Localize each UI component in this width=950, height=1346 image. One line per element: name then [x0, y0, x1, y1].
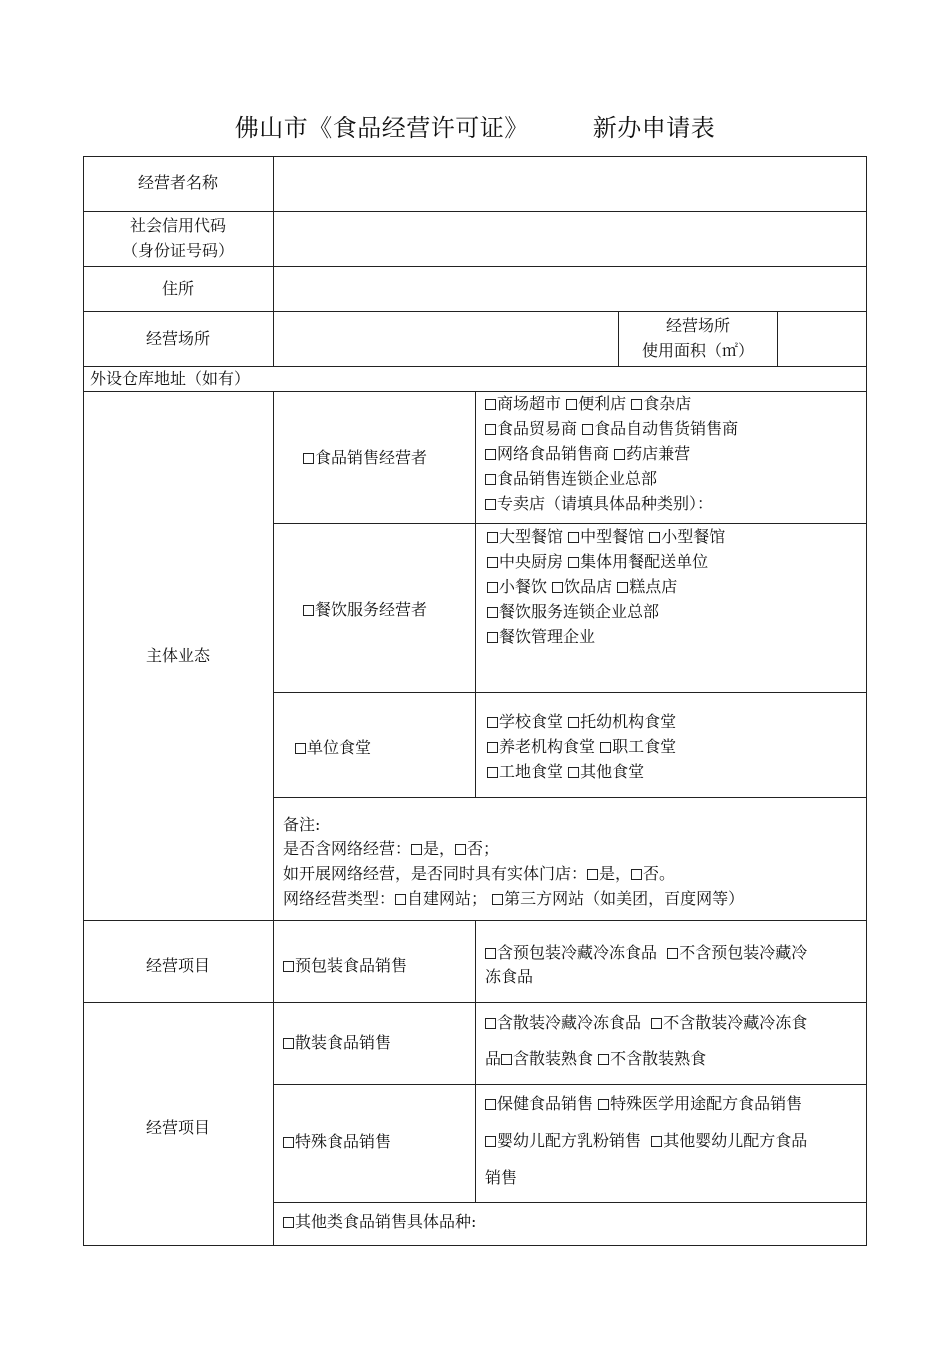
catering-option-line: [487, 524, 725, 549]
checkbox-third-party[interactable]: [492, 894, 503, 905]
bulk-suboptions-line1: 含散装冷藏冷冻食品 不含散装冷藏冷冻食: [485, 1010, 807, 1035]
checkbox[interactable]: [651, 1018, 662, 1029]
option-label: 小餐饮: [499, 577, 548, 596]
option-label: 商场超市: [497, 394, 562, 413]
checkbox[interactable]: [487, 582, 498, 593]
checkbox[interactable]: [487, 767, 498, 778]
checkbox[interactable]: [617, 582, 628, 593]
option-label: 便利店: [578, 394, 627, 413]
checkbox[interactable]: [303, 605, 314, 616]
remarks-title: 备注:: [283, 815, 321, 834]
option-label: 饮品店: [564, 577, 613, 596]
checkbox[interactable]: [283, 961, 294, 972]
option-label: 餐饮服务连锁企业总部: [499, 602, 660, 621]
option-label: 中型餐馆: [580, 527, 645, 546]
option-label: 小型餐馆: [661, 527, 726, 546]
sales-option-line: [485, 491, 738, 516]
warehouse-label: 外设仓库地址（如有）: [90, 369, 251, 388]
business-form-label: 主体业态: [145, 646, 210, 665]
catering-option-line: [487, 599, 725, 624]
premises-label: 经营场所: [145, 329, 210, 348]
prepackaged-sales-option[interactable]: 预包装食品销售: [283, 953, 407, 978]
checkbox[interactable]: [552, 582, 563, 593]
sales-option-line: [485, 441, 738, 466]
checkbox[interactable]: [487, 717, 498, 728]
page-title: [0, 108, 950, 143]
sales-operator-option[interactable]: 食品销售经营者: [303, 445, 427, 470]
checkbox[interactable]: [487, 632, 498, 643]
checkbox[interactable]: [485, 424, 496, 435]
checkbox[interactable]: [283, 1217, 294, 1228]
catering-option-line: [487, 574, 725, 599]
checkbox[interactable]: [283, 1137, 294, 1148]
checkbox[interactable]: [485, 449, 496, 460]
id-number-label: （身份证号码）: [121, 241, 234, 260]
option-label: 集体用餐配送单位: [580, 552, 709, 571]
catering-option-line: [487, 549, 725, 574]
special-suboptions-line2: 婴幼儿配方乳粉销售 其他婴幼儿配方食品: [485, 1128, 807, 1153]
option-label: 药店兼营: [626, 444, 691, 463]
operator-name-field[interactable]: [274, 157, 866, 211]
canteen-option[interactable]: 单位食堂: [295, 735, 371, 760]
checkbox-yes[interactable]: [587, 869, 598, 880]
checkbox[interactable]: [501, 1054, 512, 1065]
option-label: 托幼机构食堂: [580, 712, 677, 731]
checkbox[interactable]: [487, 607, 498, 618]
sales-suboptions: [485, 391, 738, 516]
checkbox[interactable]: [568, 557, 579, 568]
checkbox[interactable]: [598, 1054, 609, 1065]
checkbox[interactable]: [598, 1099, 609, 1110]
checkbox[interactable]: [600, 742, 611, 753]
special-food-sales-option[interactable]: 特殊食品销售: [283, 1129, 391, 1154]
checkbox[interactable]: [568, 532, 579, 543]
checkbox[interactable]: [566, 399, 577, 410]
catering-suboptions: [487, 524, 725, 649]
sales-option-line: [485, 466, 738, 491]
checkbox-yes[interactable]: [411, 844, 422, 855]
checkbox[interactable]: [649, 532, 660, 543]
option-label: 中央厨房: [499, 552, 564, 571]
warehouse-field[interactable]: [274, 367, 866, 391]
title-sub: 新办申请表: [592, 114, 716, 142]
checkbox[interactable]: [487, 742, 498, 753]
checkbox[interactable]: [295, 743, 306, 754]
canteen-suboptions: [487, 709, 676, 784]
bulk-suboptions-line2: 品 含散装熟食 不含散装熟食: [485, 1049, 707, 1068]
checkbox[interactable]: [303, 453, 314, 464]
canteen-option-line: [487, 709, 676, 734]
special-suboptions-line1: 保健食品销售 特殊医学用途配方食品销售: [485, 1091, 802, 1116]
checkbox[interactable]: [485, 499, 496, 510]
credit-code-field[interactable]: [274, 212, 866, 266]
area-label-line1: 经营场所: [665, 316, 730, 335]
option-label: 学校食堂: [499, 712, 564, 731]
other-food-sales-option[interactable]: 其他类食品销售具体品种:: [283, 1209, 476, 1234]
area-field[interactable]: [778, 312, 866, 366]
checkbox[interactable]: [568, 717, 579, 728]
checkbox[interactable]: [485, 474, 496, 485]
checkbox[interactable]: [487, 532, 498, 543]
checkbox[interactable]: [283, 1038, 294, 1049]
physical-store-question: 如开展网络经营，是否同时具有实体门店： 是， 否。: [283, 864, 676, 883]
credit-code-label: 社会信用代码: [129, 216, 226, 235]
canteen-option-line: [487, 734, 676, 759]
option-label: 专卖店（请填具体品种类别）：: [497, 494, 714, 513]
business-project-label: 经营项目: [145, 956, 210, 975]
prepackaged-suboptions-line1: 含预包装冷藏冷冻食品 不含预包装冷藏冷: [485, 940, 807, 965]
option-label: 职工食堂: [612, 737, 677, 756]
checkbox[interactable]: [614, 449, 625, 460]
premises-field[interactable]: [274, 312, 618, 366]
option-label: 其他食堂: [580, 762, 645, 781]
residence-label: 住所: [161, 279, 194, 298]
residence-field[interactable]: [274, 267, 866, 311]
checkbox-self-site[interactable]: [395, 894, 406, 905]
checkbox[interactable]: [487, 557, 498, 568]
prepackaged-suboptions-line2: 冻食品: [485, 967, 534, 986]
special-suboptions-line3: 销售: [485, 1168, 518, 1187]
option-label: 食品自动售货销售商: [594, 419, 739, 438]
checkbox[interactable]: [568, 767, 579, 778]
online-type-question: 网络经营类型： 自建网站； 第三方网站（如美团，百度网等）: [283, 889, 745, 908]
option-label: 餐饮管理企业: [499, 627, 596, 646]
checkbox[interactable]: [485, 948, 496, 959]
canteen-option-line: [487, 759, 676, 784]
catering-operator-option[interactable]: 餐饮服务经营者: [303, 597, 427, 622]
area-label-line2: 使用面积（㎡）: [641, 341, 754, 360]
option-label: 糕点店: [629, 577, 678, 596]
online-operation-question: 是否含网络经营： 是， 否；: [283, 839, 500, 858]
checkbox-no[interactable]: [631, 869, 642, 880]
option-label: 网络食品销售商: [497, 444, 610, 463]
bulk-sales-option[interactable]: 散装食品销售: [283, 1030, 391, 1055]
sales-option-line: [485, 416, 738, 441]
operator-name-label: 经营者名称: [137, 173, 218, 192]
checkbox[interactable]: [485, 399, 496, 410]
checkbox[interactable]: [485, 1136, 496, 1147]
option-label: 工地食堂: [499, 762, 564, 781]
option-label: 食品销售连锁企业总部: [497, 469, 658, 488]
checkbox[interactable]: [651, 1136, 662, 1147]
option-label: 养老机构食堂: [499, 737, 596, 756]
checkbox[interactable]: [582, 424, 593, 435]
checkbox[interactable]: [667, 948, 678, 959]
checkbox[interactable]: [631, 399, 642, 410]
checkbox[interactable]: [485, 1099, 496, 1110]
option-label: 大型餐馆: [499, 527, 564, 546]
option-label: 食杂店: [643, 394, 692, 413]
sales-option-line: [485, 391, 738, 416]
title-main: 佛山市《食品经营许可证》: [234, 114, 529, 142]
option-label: 食品贸易商: [497, 419, 578, 438]
checkbox[interactable]: [485, 1018, 496, 1029]
catering-option-line: [487, 624, 725, 649]
checkbox-no[interactable]: [455, 844, 466, 855]
business-project-label-2: 经营项目: [145, 1118, 210, 1137]
